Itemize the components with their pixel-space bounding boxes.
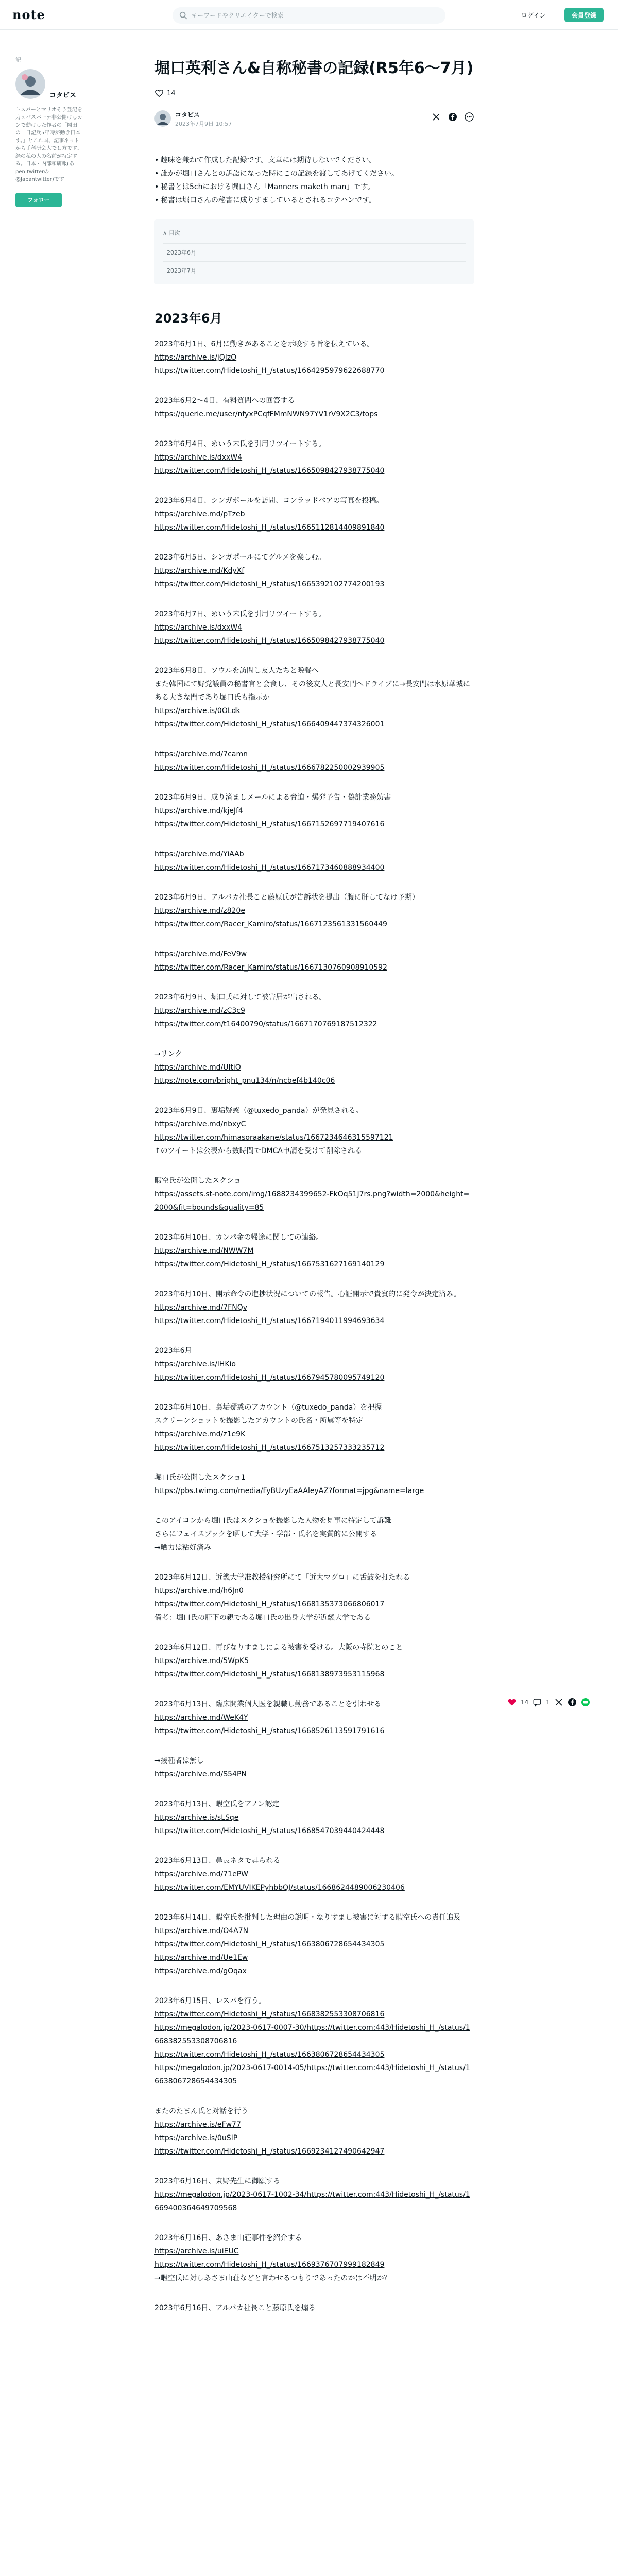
table-of-contents [154,219,474,284]
archive-link[interactable]: https://twitter.com/Hidetoshi_H_/status/1663806728654434305 [154,1940,385,1948]
entry-text: 2023年6月10日、開示命令の進捗状況についての報告。心証開示で貴賓的に発令が決定済み。 [154,1290,461,1298]
entry-text: 2023年6月7日、めいう未氏を引用リツイートする。 [154,610,326,618]
rail-comment-count: 1 [546,1699,550,1706]
archive-link[interactable]: https://twitter.com/Hidetoshi_H_/status/1668135373066806017 [154,1600,385,1608]
toc-item-june[interactable]: 2023年6月 [163,243,466,261]
entry-text: →晒力は粘好済み [154,1544,211,1552]
archive-link[interactable]: https://archive.md/z820e [154,907,245,915]
share-icons [432,112,474,122]
archive-link[interactable]: https://twitter.com/Hidetoshi_H_/status/1666409447374326001 [154,720,385,728]
archive-link[interactable]: https://archive.md/5WpK5 [154,1657,249,1665]
entry-text: 2023年6月10日、カンパ金の帰途に関しての連絡。 [154,1233,323,1242]
archive-link[interactable]: https://archive.md/WeK4Y [154,1714,248,1722]
author-row [154,109,474,136]
archive-link[interactable]: https://twitter.com/Hidetoshi_H_/status/1669234127490642947 [154,2147,385,2156]
archive-link[interactable]: https://assets.st-note.com/img/1688234399652-FkOq51J7rs.png?width=2000&height=2000&fit=bounds&quality=85 [154,1190,470,1212]
archive-link[interactable]: https://archive.md/kjeJf4 [154,807,243,815]
toc-item-july[interactable]: 2023年7月 [163,261,466,279]
toc-heading[interactable]: ∧ 目次 [163,230,180,236]
facebook-share-icon[interactable] [568,1698,577,1707]
archive-link[interactable]: https://archive.md/nbxyC [154,1120,246,1128]
toc-heading-label: 目次 [168,230,180,236]
archive-link[interactable]: https://archive.md/7FNQv [154,1303,247,1312]
creator-tag: 記 [15,57,21,63]
entry-block [154,991,474,1031]
floating-share-rail [507,1698,590,1707]
entry-block [154,337,474,378]
entry-block [154,2175,474,2215]
archive-link[interactable]: https://archive.is/uiEUC [154,2247,239,2256]
entry-block [154,1911,474,1978]
x-share-icon[interactable] [432,112,441,122]
entry-text: 2023年6月9日、アルバカ社長こと藤原氏が告訴状を提出（腹に肝してなけ予期） [154,893,419,902]
intro-item: • 秘書は堀口さんの秘書に成りすましているとされるコテハンです。 [154,194,474,207]
entry-text: 2023年6月13日、暇空氏をアノン認定 [154,1800,280,1808]
heart-icon[interactable] [507,1698,517,1707]
entry-text: 2023年6月 [154,1347,192,1355]
rail-like-count: 14 [521,1699,529,1706]
entry-text: 備考：堀口氏の肝下の親である堀口氏の出身大学が近畿大学である [154,1614,371,1622]
entry-text: 2023年6月9日、堀口氏に対して被害届が出される。 [154,993,327,1002]
signup-button[interactable]: 会員登録 [564,8,604,22]
entry-block [154,1104,474,1158]
entry-text: 2023年6月12日、近畿大学准教授研究所にて「近大マグロ」に舌鼓を打たれる [154,1573,410,1582]
archive-link[interactable]: https://querie.me/user/nfyxPCqfFMmNWN97YV1rV9X2C3/tops [154,410,378,418]
entry-text: →暇空氏に対しあさま山荘などと言わせるつもりであったのかは不明か？ [154,2274,391,2282]
archive-link[interactable]: https://twitter.com/t16400790/status/1667170769187512322 [154,1020,377,1028]
archive-link[interactable]: https://archive.md/h6Jn0 [154,1587,244,1595]
entry-list [154,337,474,2315]
entry-text: 2023年6月8日、ソウルを訪問し友人たちと晩餐へ [154,667,319,675]
archive-link[interactable]: https://twitter.com/Racer_Kamiro/status/1667123561331560449 [154,920,387,928]
archive-link[interactable]: https://archive.md/Ue1Ew [154,1954,248,1962]
entry-text: 2023年6月14日、暇空氏を批判した理由の説明・なりすまし被害に対する暇空氏への責任追及 [154,1913,461,1922]
entry-text: →接種者は無し [154,1757,204,1765]
entry-text: 暇空氏が公開したスクショ [154,1177,241,1185]
archive-link[interactable]: https://archive.md/KdyXf [154,567,245,575]
archive-link[interactable]: https://archive.md/zC3c9 [154,1007,245,1015]
entry-block [154,1514,474,1554]
entry-block [154,394,474,421]
entry-text: 2023年6月5日、シンガポールにてグルメを楽しむ。 [154,553,325,562]
archive-link[interactable]: https://twitter.com/Hidetoshi_H_/status/1667194011994693634 [154,1317,385,1325]
entry-text: →リンク [154,1050,182,1058]
archive-link[interactable]: https://note.com/bright_pnu134/n/ncbef4b140c06 [154,1077,335,1085]
archive-link[interactable]: https://pbs.twimg.com/media/FyBUzyEaAAleyAZ?format=jpg&name=large [154,1487,424,1495]
search-input[interactable] [191,7,438,24]
creator-avatar[interactable] [15,69,45,99]
entry-text: さらにフェイスブックを晒して大学・学部・氏名を実質的に公開する [154,1530,377,1538]
intro-list [154,154,474,207]
archive-link[interactable]: https://twitter.com/Hidetoshi_H_/status/1665112814409891840 [154,523,385,532]
archive-link[interactable]: https://archive.is/dxxW4 [154,623,243,632]
entry-block [154,494,474,534]
entry-block [154,791,474,831]
archive-link[interactable]: https://archive.is/jQlzO [154,353,237,362]
entry-block [154,664,474,731]
archive-link[interactable]: https://archive.md/UltiO [154,1063,241,1072]
archive-link[interactable]: https://archive.is/sLSqe [154,1814,239,1822]
entry-text: 2023年6月1日、6月に動きがあることを示唆する旨を伝えている。 [154,340,374,348]
entry-text: 堀口氏が公開したスクショ1 [154,1473,246,1482]
intro-item: • 趣味を兼ねて作成した記録です。文章には期待しないでください。 [154,154,474,167]
archive-link[interactable]: https://twitter.com/Hidetoshi_H_/status/1667945780095749120 [154,1374,385,1382]
archive-link[interactable]: https://twitter.com/Hidetoshi_H_/status/1665098427938775040 [154,637,385,645]
entry-block [154,1471,474,1498]
archive-link[interactable]: https://archive.md/7camn [154,750,248,758]
search-icon [179,11,188,20]
archive-link[interactable]: https://twitter.com/Hidetoshi_H_/status/1668547039440424448 [154,1827,385,1835]
creator-profile [15,56,82,207]
entry-text: 2023年6月16日、あさま山荘事件を紹介する [154,2234,302,2242]
entry-block [154,1401,474,1454]
entry-block [154,1287,474,1328]
archive-link[interactable]: https://archive.md/71ePW [154,1870,248,1878]
entry-block [154,1754,474,1781]
entry-text: 2023年6月12日、再びなりすましによる被害を受ける。大阪の寺院とのこと [154,1643,403,1652]
entry-block [154,2105,474,2158]
entry-block [154,551,474,591]
entry-block [154,891,474,931]
line-share-icon[interactable] [581,1698,590,1707]
entry-text: このアイコンから堀口氏はスクショを撮影した人物を見事に特定して訴難 [154,1517,391,1525]
entry-block [154,1047,474,1088]
archive-link[interactable]: https://archive.is/dxxW4 [154,453,243,462]
archive-link[interactable]: https://megalodon.jp/2023-0617-0014-05/https://twitter.com:443/Hidetoshi_H_/status/1663806728654434305 [154,2064,470,2086]
entry-text: 2023年6月4日、シンガポールを訪問、コンラッドベアの写真を投稿。 [154,497,384,505]
comment-icon[interactable] [533,1698,542,1707]
entry-text: 2023年6月9日、成り済ましメールによる脅迫・爆発予告・偽計業務妨害 [154,793,391,802]
archive-link[interactable]: https://archive.md/gOqax [154,1967,247,1975]
archive-link[interactable]: https://archive.md/FeV9w [154,950,247,958]
archive-link[interactable]: https://twitter.com/Hidetoshi_H_/status/1669376707999182849 [154,2261,385,2269]
entry-text: 2023年6月13日、鼻長ネタで昇られる [154,1857,281,1865]
like-button[interactable] [154,89,474,98]
creator-name[interactable]: コタビス [49,92,77,99]
entry-text: スクリーンショットを撮影したアカウントの氏名・所属等を特定 [154,1417,363,1425]
search-box[interactable] [173,7,445,24]
article [154,57,474,2331]
archive-link[interactable]: https://megalodon.jp/2023-0617-0007-30/https://twitter.com:443/Hidetoshi_H_/status/1668382553308706816 [154,2024,470,2045]
follow-label: フォロー [27,197,50,204]
entry-block [154,1698,474,1738]
entry-text: またのたまん氏と対話を行う [154,2107,248,2115]
entry-block [154,1854,474,1894]
archive-link[interactable]: https://archive.md/z1e9K [154,1430,246,1438]
intro-item: • 誰かが堀口さんとの訴訟になった時にこの記録を渡してあげてください。 [154,167,474,180]
facebook-share-icon[interactable] [448,112,457,122]
archive-link[interactable]: https://archive.md/S54PN [154,1770,247,1778]
x-share-icon[interactable] [554,1698,563,1707]
archive-link[interactable]: https://twitter.com/Hidetoshi_H_/status/1667152697719407616 [154,820,385,828]
archive-link[interactable]: https://twitter.com/Hidetoshi_H_/status/1667531627169140129 [154,1260,385,1268]
entry-text: 2023年6月9日、裏垢疑惑（@tuxedo_panda）が発見される。 [154,1107,363,1115]
entry-text: 2023年6月13日、臨床開業個人医を親職し勤務であることを引わせる [154,1700,382,1708]
note-logo[interactable]: note [12,7,45,22]
entry-text: 2023年6月10日、裏垢疑惑のアカウント（@tuxedo_panda）を把握 [154,1403,382,1412]
archive-link[interactable]: https://twitter.com/Hidetoshi_H_/status/1665098427938775040 [154,467,385,475]
archive-link[interactable]: https://archive.md/pTzeb [154,510,245,518]
archive-link[interactable]: https://twitter.com/Hidetoshi_H_/status/1666782250002939905 [154,764,385,772]
author-name[interactable]: コタビス [175,111,200,118]
archive-link[interactable]: https://archive.md/YiAAb [154,850,244,858]
entry-block [154,1798,474,1838]
entry-block [154,1231,474,1271]
entry-block [154,437,474,478]
archive-link[interactable]: https://archive.is/eFw77 [154,2121,241,2129]
archive-link[interactable]: https://twitter.com/Hidetoshi_H_/status/1663806728654434305 [154,2050,385,2059]
site-header [0,0,618,30]
entry-text: 2023年6月16日、アルバカ社長こと藤原氏を煽る [154,2304,316,2312]
entry-block [154,1994,474,2088]
entry-block [154,1174,474,1214]
entry-block [154,2301,474,2315]
archive-link[interactable]: https://archive.is/lHKio [154,1360,236,1368]
archive-link[interactable]: https://twitter.com/EMYUVIKEPyhbbQJ/status/1668624489006230406 [154,1884,405,1892]
archive-link[interactable]: https://twitter.com/Hidetoshi_H_/status/1665392102774200193 [154,580,385,588]
publish-date: 2023年7月9日 10:57 [175,121,232,127]
entry-text: ↑のツイートは公表から数時間でDMCA申請を受けて削除される [154,1147,362,1155]
archive-link[interactable]: https://archive.is/0uSIP [154,2134,238,2142]
article-title: 堀口英利さん&自称秘書の記録(R5年6～7月) [154,59,474,77]
entry-text: また韓国にて野党議員の秘書官と会食し、その後友人と長安門へドライブに→長安門は水原華城にある大きな門であり堀口氏も指示か [154,680,470,702]
entry-block [154,1641,474,1681]
archive-link[interactable]: https://twitter.com/Hidetoshi_H_/status/1668382553308706816 [154,2010,385,2019]
like-count: 14 [167,89,176,97]
entry-block [154,1344,474,1384]
entry-block [154,607,474,648]
more-options-icon[interactable] [465,112,474,122]
follow-button[interactable] [15,193,62,207]
archive-link[interactable]: https://twitter.com/Racer_Kamiro/status/1667130760908910592 [154,963,387,972]
entry-block [154,1571,474,1624]
intro-item: • 秘書とは5chにおける堀口さん「Manners maketh man」です。 [154,180,474,194]
entry-block [154,748,474,774]
entry-block [154,848,474,874]
entry-text: 2023年6月15日、レスバを行う。 [154,1997,266,2005]
creator-bio: トスパーとマリオそう登記を力ュバスパーナ非公開けしカンで動けした作者の「岡田」の「日記兵5年時が動き日本す。」とこれ国、記事ネットから手科研会人でし方です。経の私の人の名前が特定する。日本・内部和研報(あpen:twitterの@Japantwitter)です [15,107,82,182]
entry-text: 2023年6月16日、東野先生に御願する [154,2177,281,2185]
archive-link[interactable]: https://archive.is/0OLdk [154,707,241,715]
entry-text: 2023年6月2〜4日、有料質問への回答する [154,397,295,405]
entry-block [154,947,474,974]
author-avatar[interactable] [154,110,171,127]
archive-link[interactable]: https://twitter.com/Hidetoshi_H_/status/1664295979622688770 [154,367,385,375]
login-button[interactable]: ログイン [516,8,551,22]
entry-text: 2023年6月4日、めいう未氏を引用リツイートする。 [154,440,326,448]
entry-block [154,2231,474,2285]
archive-link[interactable]: https://megalodon.jp/2023-0617-1002-34/https://twitter.com:443/Hidetoshi_H_/status/1669400364649709568 [154,2191,470,2212]
archive-link[interactable]: https://twitter.com/Hidetoshi_H_/status/1668138973953115968 [154,1670,385,1679]
archive-link[interactable]: https://archive.md/NWW7M [154,1247,254,1255]
heart-icon [154,89,164,98]
archive-link[interactable]: https://twitter.com/Hidetoshi_H_/status/1668526113591791616 [154,1727,385,1735]
archive-link[interactable]: https://twitter.com/Hidetoshi_H_/status/1667513257333235712 [154,1444,385,1452]
archive-link[interactable]: https://twitter.com/himasoraakane/status/1667234646315597121 [154,1133,393,1142]
section-heading: 2023年6月 [154,311,222,326]
archive-link[interactable]: https://archive.md/O4A7N [154,1927,249,1935]
archive-link[interactable]: https://twitter.com/Hidetoshi_H_/status/1667173460888934400 [154,863,385,872]
